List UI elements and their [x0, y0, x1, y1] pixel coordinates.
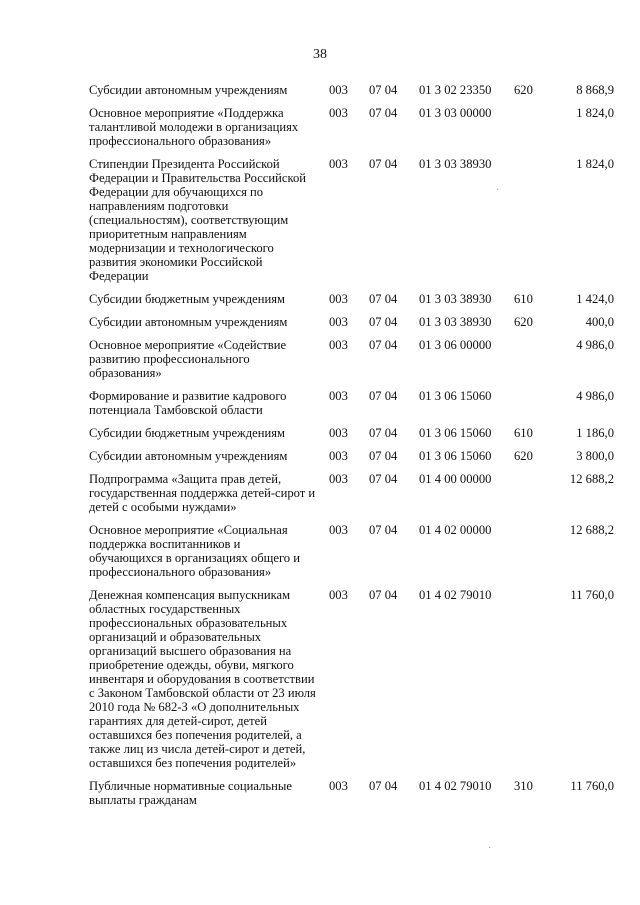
budget-table [89, 83, 614, 816]
row-admin-code: 003 [329, 83, 348, 97]
table-row [89, 449, 614, 472]
table-row [89, 338, 614, 389]
row-expense-type [514, 523, 552, 588]
row-admin-code: 003 [329, 389, 348, 403]
row-target-code: 01 3 06 15060 [419, 426, 492, 440]
table-row [89, 106, 614, 157]
row-admin-code: 003 [329, 315, 348, 329]
row-admin-code: 003 [329, 472, 348, 486]
table-row [89, 292, 614, 315]
table-row [89, 315, 614, 338]
row-admin-code: 003 [329, 157, 348, 171]
row-admin-code: 003 [329, 426, 348, 440]
row-name: Формирование и развитие кадрового потенциала Тамбовской области [89, 389, 287, 417]
row-name: Основное мероприятие «Социальная поддержка воспитанников и обучающихся в организациях общего и профессионального образования» [89, 523, 300, 579]
row-admin-code: 003 [329, 106, 348, 120]
row-section-code: 07 04 [369, 157, 398, 171]
page-number: 38 [313, 47, 327, 62]
row-expense-type [514, 472, 552, 523]
row-sum: 12 688,2 [569, 523, 614, 537]
row-target-code: 01 3 06 15060 [419, 449, 492, 463]
row-section-code: 07 04 [369, 106, 398, 120]
row-section-code: 07 04 [369, 338, 398, 352]
row-sum: 11 760,0 [570, 588, 614, 602]
row-expense-type [514, 389, 552, 426]
row-expense-type: 310 [514, 779, 533, 793]
row-section-code: 07 04 [369, 779, 398, 793]
row-name: Публичные нормативные социальные выплаты гражданам [89, 779, 292, 807]
row-name: Субсидии автономным учреждениям [89, 83, 288, 97]
table-row [89, 779, 614, 816]
scan-speck: · [496, 185, 500, 196]
row-section-code: 07 04 [369, 83, 398, 97]
row-expense-type: 610 [514, 426, 533, 440]
row-target-code: 01 3 03 38930 [419, 315, 492, 329]
row-expense-type [514, 106, 552, 157]
row-target-code: 01 3 03 38930 [419, 157, 492, 171]
row-admin-code: 003 [329, 338, 348, 352]
row-name: Субсидии бюджетным учреждениям [89, 292, 285, 306]
row-expense-type: 620 [514, 449, 533, 463]
table-row [89, 472, 614, 523]
budget-table-body [89, 83, 614, 816]
row-target-code: 01 4 02 79010 [419, 588, 492, 602]
table-row [89, 389, 614, 426]
table-row [89, 157, 614, 292]
row-expense-type [514, 157, 552, 292]
row-name: Основное мероприятие «Содействие развитию профессионального образования» [89, 338, 287, 380]
row-name: Субсидии бюджетным учреждениям [89, 426, 285, 440]
row-section-code: 07 04 [369, 472, 398, 486]
row-sum: 1 824,0 [576, 106, 614, 120]
table-row [89, 588, 614, 779]
row-expense-type [514, 588, 552, 779]
scan-speck: · [488, 843, 492, 854]
row-admin-code: 003 [329, 449, 348, 463]
row-name: Подпрограмма «Защита прав детей, государственная поддержка детей-сирот и детей с особыми нуждами» [89, 472, 316, 514]
row-admin-code: 003 [329, 292, 348, 306]
row-sum: 4 986,0 [576, 389, 614, 403]
row-name: Стипендии Президента Российской Федерации и Правительства Российской Федерации для обучающихся по направлениям подготовки (специальностям), соответствующим приоритетным направлениям модернизации и технологического развития экономики Российской Федерации [89, 157, 306, 283]
row-sum: 1 186,0 [576, 426, 614, 440]
row-section-code: 07 04 [369, 449, 398, 463]
row-name: Субсидии автономным учреждениям [89, 449, 288, 463]
table-row [89, 83, 614, 106]
row-admin-code: 003 [329, 588, 348, 602]
row-section-code: 07 04 [369, 292, 398, 306]
row-admin-code: 003 [329, 779, 348, 793]
row-name: Субсидии автономным учреждениям [89, 315, 288, 329]
row-expense-type: 620 [514, 315, 533, 329]
row-sum: 3 800,0 [576, 449, 614, 463]
row-target-code: 01 4 02 00000 [419, 523, 492, 537]
row-section-code: 07 04 [369, 588, 398, 602]
row-sum: 1 424,0 [576, 292, 614, 306]
row-sum: 1 824,0 [576, 157, 614, 171]
row-admin-code: 003 [329, 523, 348, 537]
row-name: Денежная компенсация выпускникам областных государственных профессиональных образовательных организаций и образовательных организаций высшего образования на приобретение одежды, обуви, мягкого инвентаря и оборудования в соответствии с Законом Тамбовской области от 23 июля 2010 года № 682-З «О дополнительных гарантиях для детей-сирот, детей оставшихся без попечения родителей, а также лиц из числа детей-сирот и детей, оставшихся без попечения родителей» [89, 588, 316, 770]
row-sum: 400,0 [585, 315, 614, 329]
row-target-code: 01 3 06 00000 [419, 338, 492, 352]
row-section-code: 07 04 [369, 315, 398, 329]
row-name: Основное мероприятие «Поддержка талантливой молодежи в организациях профессионального образования» [89, 106, 299, 148]
row-section-code: 07 04 [369, 426, 398, 440]
row-target-code: 01 3 03 00000 [419, 106, 492, 120]
row-target-code: 01 4 02 79010 [419, 779, 492, 793]
table-row [89, 426, 614, 449]
row-expense-type [514, 338, 552, 389]
row-sum: 12 688,2 [569, 472, 614, 486]
row-sum: 8 868,9 [576, 83, 614, 97]
row-sum: 4 986,0 [576, 338, 614, 352]
row-target-code: 01 3 06 15060 [419, 389, 492, 403]
row-sum: 11 760,0 [570, 779, 614, 793]
row-target-code: 01 3 02 23350 [419, 83, 492, 97]
table-row [89, 523, 614, 588]
row-section-code: 07 04 [369, 389, 398, 403]
row-section-code: 07 04 [369, 523, 398, 537]
row-expense-type: 610 [514, 292, 533, 306]
row-target-code: 01 4 00 00000 [419, 472, 492, 486]
row-expense-type: 620 [514, 83, 533, 97]
row-target-code: 01 3 03 38930 [419, 292, 492, 306]
